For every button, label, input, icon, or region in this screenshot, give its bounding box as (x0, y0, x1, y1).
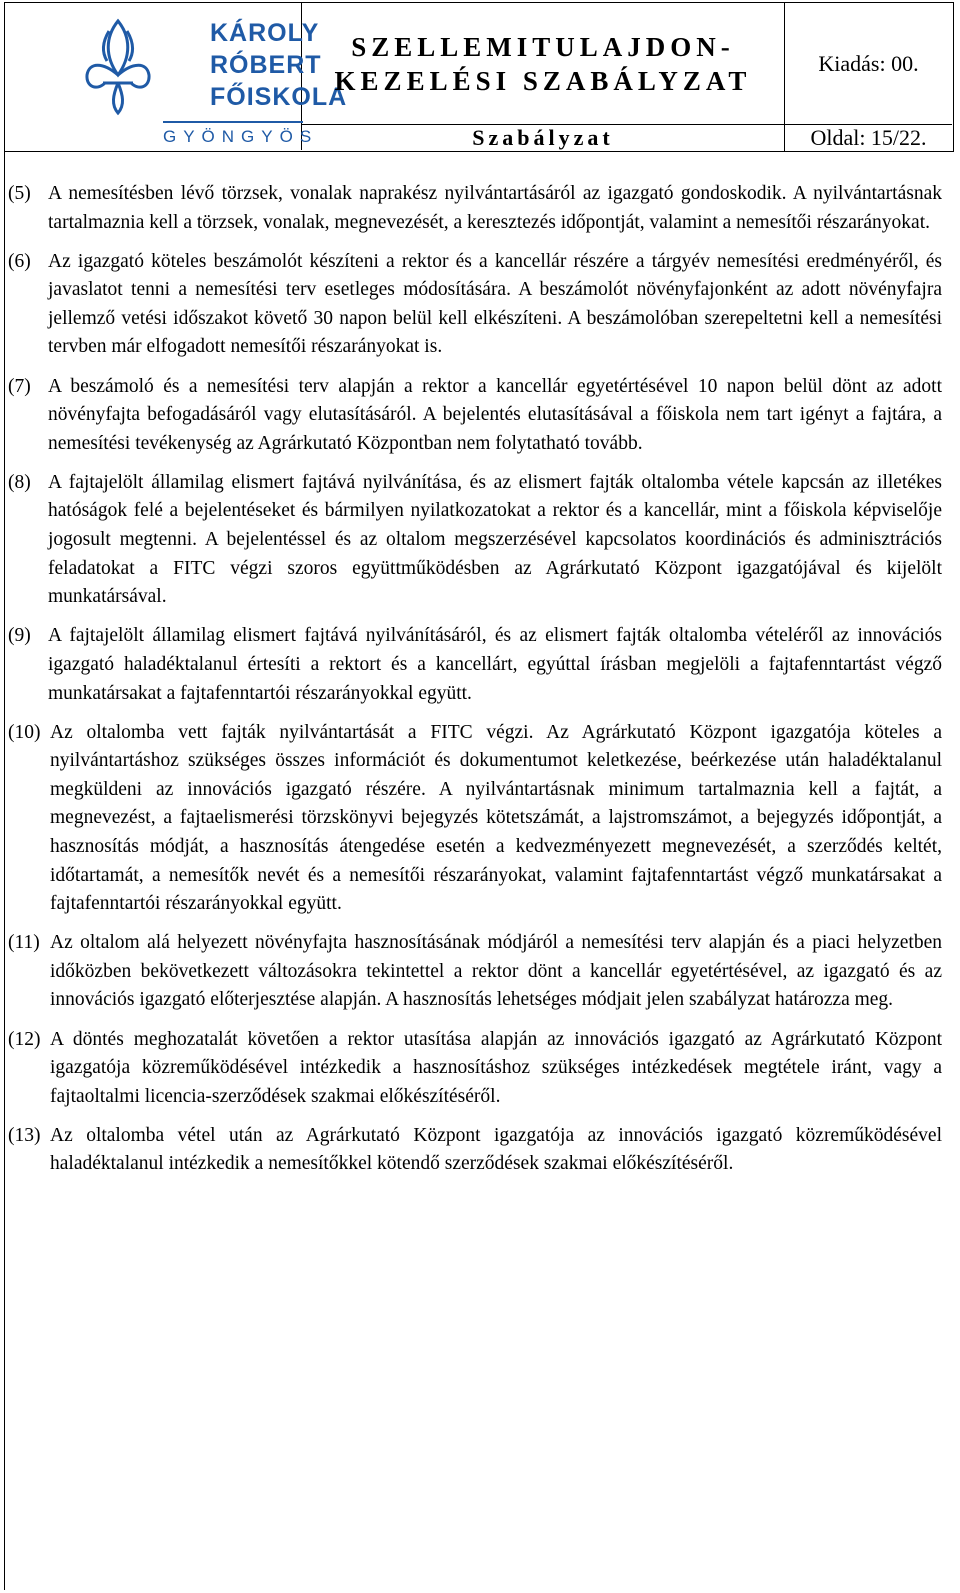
paragraph-text: Az oltalomba vétel után az Agrárkutató Központ igazgatója az innovációs igazgató közreműködésével haladéktalanul intézkedik a nemesítőkkel kötendő szerződések szakmai előkészítéséről. (50, 1124, 942, 1175)
paragraph-7 (8, 373, 942, 459)
logo-line-1: KÁROLY (210, 19, 320, 47)
paragraph-number: (10) (8, 721, 41, 743)
paragraph-9 (8, 622, 942, 708)
paragraph-8 (8, 469, 942, 612)
title-line-1: SZELLEMITULAJDON- (351, 31, 735, 62)
fleur-de-lis-icon (83, 17, 153, 117)
logo-city: GYÖNGYÖS (163, 127, 319, 146)
paragraph-text: Az oltalom alá helyezett növényfajta hasznosításának módjáról a nemesítési terv alapján és a piaci helyzetben időközben bekövetkezett változásokra tekintettel a rektor dönt a kancellár egyetértésével, az igazgató és az innovációs igazgató előterjesztése alapján. A hasznosítás lehetséges módjait jelen szabályzat határozza meg. (50, 932, 942, 1011)
paragraph-13 (8, 1122, 942, 1179)
paragraph-12 (8, 1026, 942, 1112)
school-logo (75, 13, 348, 146)
paragraph-11 (8, 929, 942, 1015)
paragraph-number: (13) (8, 1124, 41, 1146)
logo-line-2: RÓBERT (210, 51, 322, 79)
paragraph-6 (8, 248, 942, 362)
paragraph-text: Az igazgató köteles beszámolót készíteni a rektor és a kancellár részére a tárgyév nemesítési eredményéről, és javaslatot tenni a nemesítési terv esetleges módosítására. A beszámolót növényfajonként az adott növényfajra jellemző vetési időszakot követő 30 napon belül kell elkészíteni. A beszámolóban szerepeltetni kell a nemesítési tervben már elfogadott nemesítői részarányokat is. (48, 250, 942, 358)
logo-cell (5, 3, 348, 150)
paragraph-text: Az oltalomba vett fajták nyilvántartását a FITC végzi. Az Agrárkutató Központ igazgatója köteles a nyilvántartáshoz szükséges összes információt és dokumentumot keletkezése, beérkezése után haladéktalanul megküldeni az innovációs igazgató részére. A nyilvántartásnak minimum tartalmaznia kell a fajtát, a megnevezést, a fajtaelismerési törzskönyvi bejegyzés kötetszámát, a lajstromszámot, a bejegyzés időpontját, a hasznosítás módját, a hasznosítás átengedése esetén a kedvezményezett megnevezését, a szerződés keltét, időtartamát, a nemesítők nevét és a nemesítői részarányokat, valamint fajtafenntartást végző munkatársakat a fajtafenntartói részarányokkal együtt. (50, 721, 942, 915)
logo-rule (163, 121, 303, 123)
paragraph-5 (8, 180, 942, 237)
paragraph-number: (9) (8, 625, 31, 647)
paragraph-number: (11) (8, 932, 40, 954)
paragraph-number: (5) (8, 183, 31, 204)
paragraph-number: (8) (8, 471, 31, 493)
document-type: Szabályzat (302, 125, 785, 151)
paragraph-number: (6) (8, 250, 31, 272)
paragraph-text: A fajtajelölt államilag elismert fajtává nyilvánítása, és az elismert fajták oltalomba vétele kapcsán az illetékes hatóságok felé a bejelentéseket és bármilyen nyilatkozatokat a rektor és a kancellár, mint a főiskola képviselője jogosult megtenni. A bejelentéssel és az oltalom megszerzésével kapcsolatos koordinációs és adminisztrációs feladatokat a FITC végzi szoros együttműködésben az Agrárkutató Központ igazgatójával és kijelölt munkatársával. (48, 471, 942, 608)
page-number: Oldal: 15/22. (810, 125, 927, 150)
title-line-2: KEZELÉSI SZABÁLYZAT (334, 65, 752, 96)
paragraph-text: A döntés meghozatalát követően a rektor utasítása alapján az innovációs igazgató az Agrárkutató Központ igazgatója közreműködésével intézkedik a hasznosításhoz szükséges intézkedések megtétele iránt, vagy a fajtaoltalmi licencia-szerződések szakmai előkészítéséről. (50, 1028, 942, 1107)
logo-line-3: FŐISKOLA (210, 83, 348, 111)
document-body (8, 180, 942, 1190)
paragraph-number: (12) (8, 1028, 41, 1050)
paragraph-10 (8, 719, 942, 919)
paragraph-text: A nemesítésben lévő törzsek, vonalak naprakész nyilvántartásáról az igazgató gondoskodik. A nyilvántartásnak tartalmaznia kell a törzsek, vonalak, megnevezését, a keresztezés időpontját, valamint a nemesítői részarányokat. (48, 183, 942, 233)
issue-label: Kiadás: 00. (785, 3, 952, 125)
paragraph-text: A beszámoló és a nemesítési terv alapján a rektor a kancellár egyetértésével 10 napon belül dönt az adott növényfajta befogadásáról vagy elutasításáról. A bejelentés elutasításával a főiskola nem tart igényt a fajtára, a nemesítési tevékenység az Agrárkutató Központban nem folytatható tovább. (48, 375, 942, 454)
document-header (4, 2, 954, 152)
paragraph-number: (7) (8, 375, 31, 397)
title-cell (302, 3, 785, 125)
paragraph-text: A fajtajelölt államilag elismert fajtává nyilvánításáról, és az elismert fajták oltalomba vételéről az innovációs igazgató haladéktalanul értesíti a rektort és a kancellárt, egyúttal írásban megjelöli a fajtafenntartást végző munkatársakat a fajtafenntartói részarányokkal együtt. (48, 625, 942, 704)
